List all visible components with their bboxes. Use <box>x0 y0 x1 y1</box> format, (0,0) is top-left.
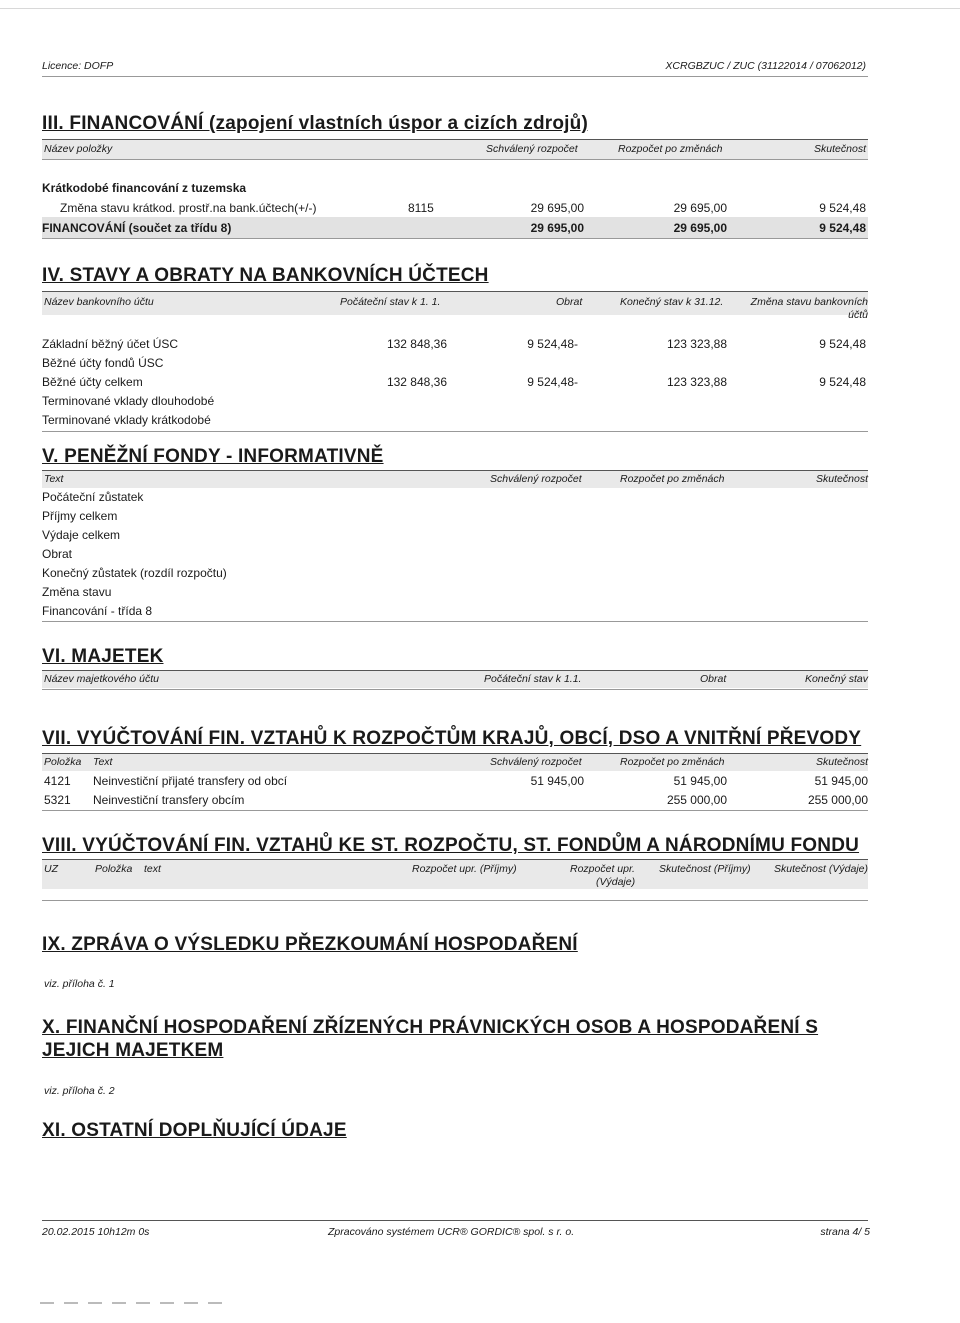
col-state-budget-exp-1: Rozpočet upr. <box>570 863 635 875</box>
section-7-bottom-rule <box>42 810 868 811</box>
bank-row-3-name: Běžné účty celkem <box>42 375 143 389</box>
section-6-title: VI. MAJETEK <box>42 646 164 667</box>
fund-row-6: Změna stavu <box>42 585 112 599</box>
section-10-note: viz. příloha č. 2 <box>44 1085 115 1097</box>
col-asset-start: Počáteční stav k 1.1. <box>484 673 582 685</box>
header-divider <box>42 76 868 77</box>
financing-row-code: 8115 <box>408 201 434 215</box>
col-fund-actual: Skutečnost <box>816 473 868 485</box>
footer-timestamp: 20.02.2015 10h12m 0s <box>42 1226 150 1238</box>
col-state-budget-income: Rozpočet upr. (Příjmy) <box>412 863 517 875</box>
section-5-title: V. PENĚŽNÍ FONDY - INFORMATIVNĚ <box>42 446 384 467</box>
section-8-title: VIII. VYÚČTOVÁNÍ FIN. VZTAHŮ KE ST. ROZPOČTU, ST. FONDŮM A NÁRODNÍMU FONDU <box>42 835 860 856</box>
col-revised-budget: Rozpočet po změnách <box>618 143 723 155</box>
fund-row-3: Výdaje celkem <box>42 528 121 542</box>
bank-row-1-end: 123 323,88 <box>666 337 727 351</box>
section-3-header-top-rule <box>42 139 868 140</box>
col-approved-budget: Schválený rozpočet <box>486 143 578 155</box>
footer-processed-by: Zpracováno systémem UCR® GORDIC® spol. s r. o. <box>328 1226 575 1238</box>
document-code: XCRGBZUC / ZUC (31122014 / 07062012) <box>665 60 866 72</box>
col-actual: Skutečnost <box>814 143 866 155</box>
financing-total-revised: 29 695,00 <box>673 221 727 235</box>
col-fund-revised: Rozpočet po změnách <box>620 473 725 485</box>
section-9-title: IX. ZPRÁVA O VÝSLEDKU PŘEZKOUMÁNÍ HOSPODAŘENÍ <box>42 934 578 955</box>
financing-total-actual: 9 524,48 <box>819 221 866 235</box>
col-state-actual-exp: Skutečnost (Výdaje) <box>774 863 868 875</box>
bank-row-3-end: 123 323,88 <box>666 375 727 389</box>
section-6-header-top-rule <box>42 670 868 671</box>
section-8-header-top-rule <box>42 859 868 860</box>
transfer-row-2-revised: 255 000,00 <box>666 793 727 807</box>
col-state-actual-income: Skutečnost (Příjmy) <box>659 863 751 875</box>
section-4-bottom-rule <box>42 431 868 432</box>
col-account-name: Název bankovního účtu <box>44 296 154 308</box>
col-asset-end: Konečný stav <box>804 673 868 685</box>
col-state-budget-exp-2: (Výdaje) <box>596 876 636 888</box>
section-4-header-band <box>42 291 868 315</box>
fund-row-2: Příjmy celkem <box>42 509 118 523</box>
bank-row-1-change: 9 524,48 <box>819 337 866 351</box>
section-5-bottom-rule <box>42 621 868 622</box>
footer-divider <box>42 1220 868 1221</box>
footer-page-number: strana 4/ 5 <box>820 1226 870 1238</box>
section-9-note: viz. příloha č. 1 <box>44 978 115 990</box>
section-4-header-top-rule <box>42 291 868 292</box>
section-7-header-band <box>42 753 868 771</box>
col-balance-change-1: Změna stavu bankovních <box>750 296 868 308</box>
col-asset-turnover: Obrat <box>700 673 727 685</box>
bank-row-5-name: Terminované vklady krátkodobé <box>42 413 211 427</box>
section-11-title: XI. OSTATNÍ DOPLŇUJÍCÍ ÚDAJE <box>42 1120 347 1141</box>
section-7-title: VII. VYÚČTOVÁNÍ FIN. VZTAHŮ K ROZPOČTŮM KRAJŮ, OBCÍ, DSO A VNITŘNÍ PŘEVODY <box>42 728 862 749</box>
financing-group-label: Krátkodobé financování z tuzemska <box>42 181 247 195</box>
section-4-title: IV. STAVY A OBRATY NA BANKOVNÍCH ÚČTECH <box>42 265 489 286</box>
financing-row-revised: 29 695,00 <box>673 201 727 215</box>
financing-total-label: FINANCOVÁNÍ (součet za třídu 8) <box>42 221 232 235</box>
fund-row-5: Konečný zůstatek (rozdíl rozpočtu) <box>42 566 227 580</box>
col-fund-text: Text <box>44 473 64 485</box>
col-fund-approved: Schválený rozpočet <box>490 473 582 485</box>
section-3-bottom-rule <box>42 238 868 239</box>
transfer-row-2-actual: 255 000,00 <box>807 793 868 807</box>
section-5-header-band <box>42 470 868 488</box>
col-transfer-approved: Schválený rozpočet <box>490 756 582 768</box>
col-state-uz: UZ <box>44 863 58 875</box>
section-3-title: III. FINANCOVÁNÍ (zapojení vlastních úspor a cizích zdrojů) <box>42 113 588 134</box>
section-10-title-line-2: JEJICH MAJETKEM <box>42 1040 224 1061</box>
bank-row-3-turnover: 9 524,48- <box>527 375 578 389</box>
col-asset-account: Název majetkového účtu <box>44 673 159 685</box>
col-state-item: Položka <box>95 863 133 875</box>
bank-row-2-name: Běžné účty fondů ÚSC <box>42 356 164 370</box>
section-5-header-top-rule <box>42 470 868 471</box>
bank-row-3-start: 132 848,36 <box>386 375 447 389</box>
transfer-row-1-actual: 51 945,00 <box>814 774 868 788</box>
financing-row-approved: 29 695,00 <box>530 201 584 215</box>
bank-row-3-change: 9 524,48 <box>819 375 866 389</box>
col-balance-change-2: účtů <box>848 309 868 321</box>
col-transfer-text: Text <box>93 756 113 768</box>
section-10-title-line-1: X. FINANČNÍ HOSPODAŘENÍ ZŘÍZENÝCH PRÁVNICKÝCH OSOB A HOSPODAŘENÍ S <box>42 1017 819 1038</box>
transfer-row-1-item: 4121 <box>44 774 71 788</box>
transfer-row-2-item: 5321 <box>44 793 71 807</box>
section-7-header-top-rule <box>42 753 868 754</box>
col-turnover: Obrat <box>556 296 583 308</box>
col-transfer-item: Položka <box>44 756 82 768</box>
bank-row-1-name: Základní běžný účet ÚSC <box>42 337 179 351</box>
col-transfer-actual: Skutečnost <box>816 756 868 768</box>
bank-row-4-name: Terminované vklady dlouhodobé <box>42 394 215 408</box>
scan-artifact-dots <box>40 1302 230 1304</box>
col-item-name: Název položky <box>44 143 113 155</box>
section-3-header-band <box>42 139 868 159</box>
transfer-row-1-approved: 51 945,00 <box>530 774 584 788</box>
fund-row-7: Financování - třída 8 <box>42 604 153 618</box>
fund-row-4: Obrat <box>42 547 73 561</box>
bank-row-1-turnover: 9 524,48- <box>527 337 578 351</box>
section-6-header-band <box>42 670 868 688</box>
financing-total-approved: 29 695,00 <box>530 221 584 235</box>
transfer-row-2-text: Neinvestiční transfery obcím <box>93 793 245 807</box>
col-transfer-revised: Rozpočet po změnách <box>620 756 725 768</box>
financing-row-actual: 9 524,48 <box>819 201 866 215</box>
licence-label: Licence: DOFP <box>42 60 114 72</box>
transfer-row-1-text: Neinvestiční přijaté transfery od obcí <box>93 774 288 788</box>
col-start-balance: Počáteční stav k 1. 1. <box>340 296 441 308</box>
section-3-header-bottom-rule <box>42 159 868 160</box>
section-6-bottom-rule <box>42 689 868 690</box>
transfer-row-1-revised: 51 945,00 <box>673 774 727 788</box>
section-8-bottom-rule <box>42 900 868 901</box>
scan-line <box>0 8 960 9</box>
financing-row-name: Změna stavu krátkod. prostř.na bank.účtech(+/-) <box>60 201 317 215</box>
bank-row-1-start: 132 848,36 <box>386 337 447 351</box>
fund-row-1: Počáteční zůstatek <box>42 490 144 504</box>
col-state-text: text <box>144 863 161 875</box>
col-end-balance: Konečný stav k 31.12. <box>620 296 724 308</box>
